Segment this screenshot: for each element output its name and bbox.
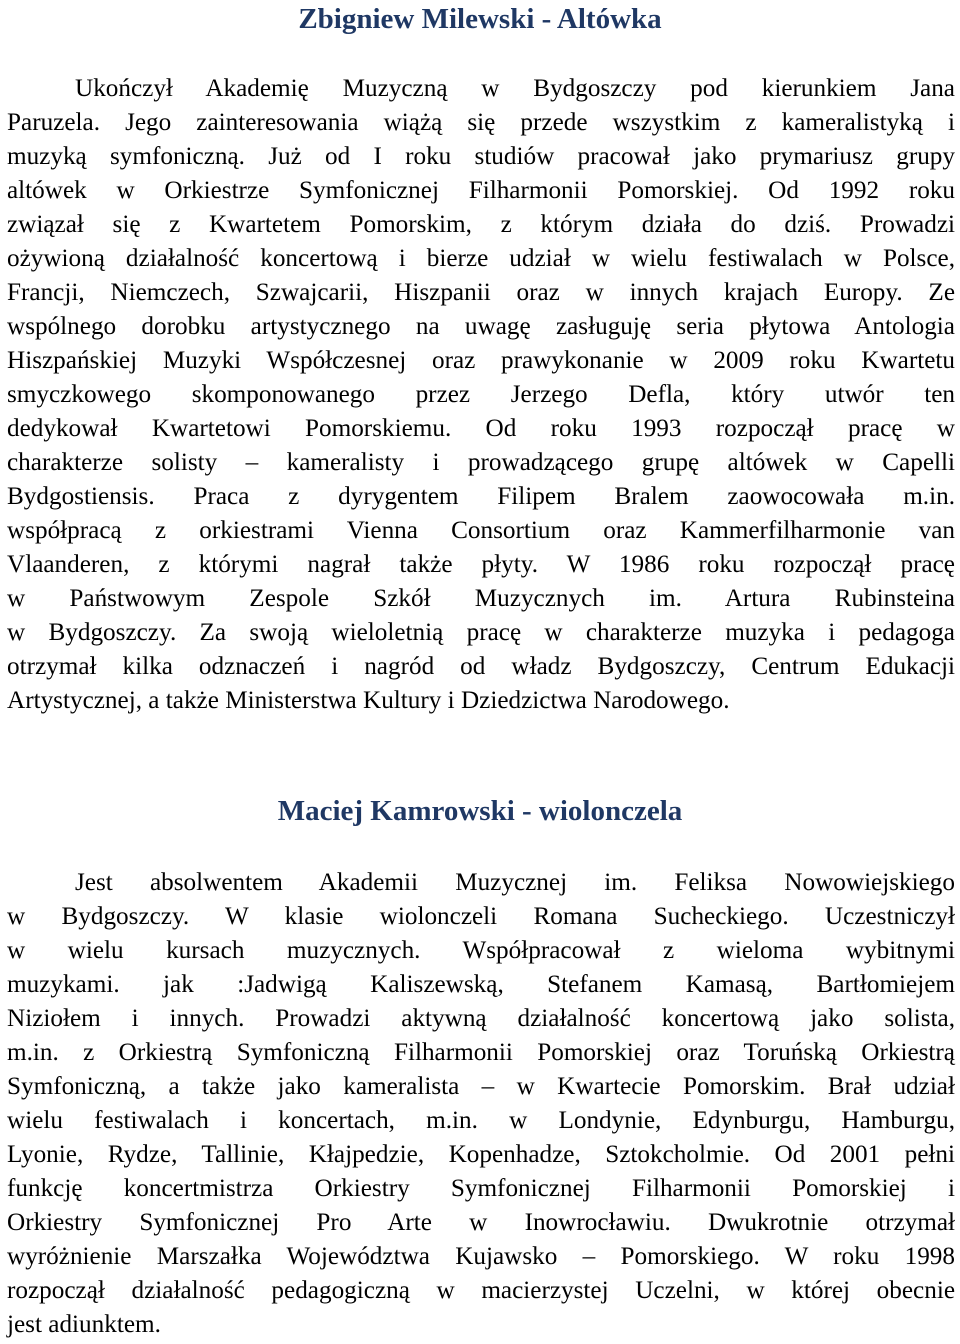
bio-line: wspólnego dorobku artystycznego na uwagę zasługuję seria płytowa Antologia [7,313,955,340]
bio-line: Ukończył Akademię Muzyczną w Bydgoszczy pod kierunkiem Jana [75,75,955,102]
bio-line: jest adiunktem. [7,1311,161,1338]
bio-line: ożywioną działalność koncertową i bierze udział w wielu festiwalach w Polsce, [7,245,955,272]
bio-line: wielu festiwalach i koncertach, m.in. w Londynie, Edynburgu, Hamburgu, [7,1107,955,1134]
bio-line: Francji, Niemczech, Szwajcarii, Hiszpanii oraz w innych krajach Europy. Ze [7,279,955,306]
bio-line: Bydgostiensis. Praca z dyrygentem Filipem Bralem zaowocowała m.in. [7,483,955,510]
bio-line: w Państwowym Zespole Szkół Muzycznych im. Artura Rubinsteina [7,585,955,612]
bio-line: altówek w Orkiestrze Symfonicznej Filharmonii Pomorskiej. Od 1992 roku [7,177,955,204]
bio-line: Symfoniczną, a także jako kameralista – w Kwartecie Pomorskim. Brał udział [7,1073,955,1100]
bio-line: muzykami. jak :Jadwigą Kaliszewską, Stefanem Kamasą, Bartłomiejem [7,971,955,998]
section-title-kamrowski: Maciej Kamrowski - wiolonczela [277,795,683,827]
bio-line: Orkiestry Symfonicznej Pro Arte w Inowrocławiu. Dwukrotnie otrzymał [7,1209,955,1236]
bio-line: otrzymał kilka odznaczeń i nagród od władz Bydgoszczy, Centrum Edukacji [7,653,955,680]
bio-line: Artystycznej, a także Ministerstwa Kultury i Dziedzictwa Narodowego. [7,687,730,714]
bio-line: Jest absolwentem Akademii Muzycznej im. Feliksa Nowowiejskiego [75,869,955,896]
bio-line: Lyonie, Rydze, Tallinie, Kłajpedzie, Kopenhadze, Sztokcholmie. Od 2001 pełni [7,1141,955,1168]
bio-line: rozpoczął działalność pedagogiczną w macierzystej Uczelni, w której obecnie [7,1277,955,1304]
bio-line: w Bydgoszczy. Za swoją wieloletnią pracę w charakterze muzyka i pedagoga [7,619,955,646]
bio-paragraph-kamrowski [7,866,955,1342]
bio-line: wyróżnienie Marszałka Województwa Kujawsko – Pomorskiego. W roku 1998 [7,1243,955,1270]
bio-line: w wielu kursach muzycznych. Współpracował z wieloma wybitnymi [7,937,955,964]
bio-line: współpracą z orkiestrami Vienna Consortium oraz Kammerfilharmonie van [7,517,955,544]
bio-line: smyczkowego skomponowanego przez Jerzego Defla, który utwór ten [7,381,955,408]
bio-line: m.in. z Orkiestrą Symfoniczną Filharmonii Pomorskiej oraz Toruńską Orkiestrą [7,1039,955,1066]
bio-line: Vlaanderen, z którymi nagrał także płyty. W 1986 roku rozpoczął pracę [7,551,955,578]
bio-line: Hiszpańskiej Muzyki Współczesnej oraz prawykonanie w 2009 roku Kwartetu [7,347,955,374]
bio-paragraph-milewski [7,72,955,718]
bio-line: związał się z Kwartetem Pomorskim, z którym działa do dziś. Prowadzi [7,211,955,238]
bio-line: dedykował Kwartetowi Pomorskiemu. Od roku 1993 rozpoczął pracę w [7,415,955,442]
bio-line: charakterze solisty – kameralisty i prowadzącego grupę altówek w Capelli [7,449,955,476]
section-title-milewski: Zbigniew Milewski - Altówka [298,3,662,35]
bio-line: w Bydgoszczy. W klasie wiolonczeli Romana Sucheckiego. Uczestniczył [7,903,955,930]
bio-line: funkcję koncertmistrza Orkiestry Symfonicznej Filharmonii Pomorskiej i [7,1175,955,1202]
bio-line: muzyką symfoniczną. Już od I roku studiów pracował jako prymariusz grupy [7,143,955,170]
bio-line: Niziołem i innych. Prowadzi aktywną działalność koncertową jako solista, [7,1005,955,1032]
bio-line: Paruzela. Jego zainteresowania wiążą się przede wszystkim z kameralistyką i [7,109,955,136]
